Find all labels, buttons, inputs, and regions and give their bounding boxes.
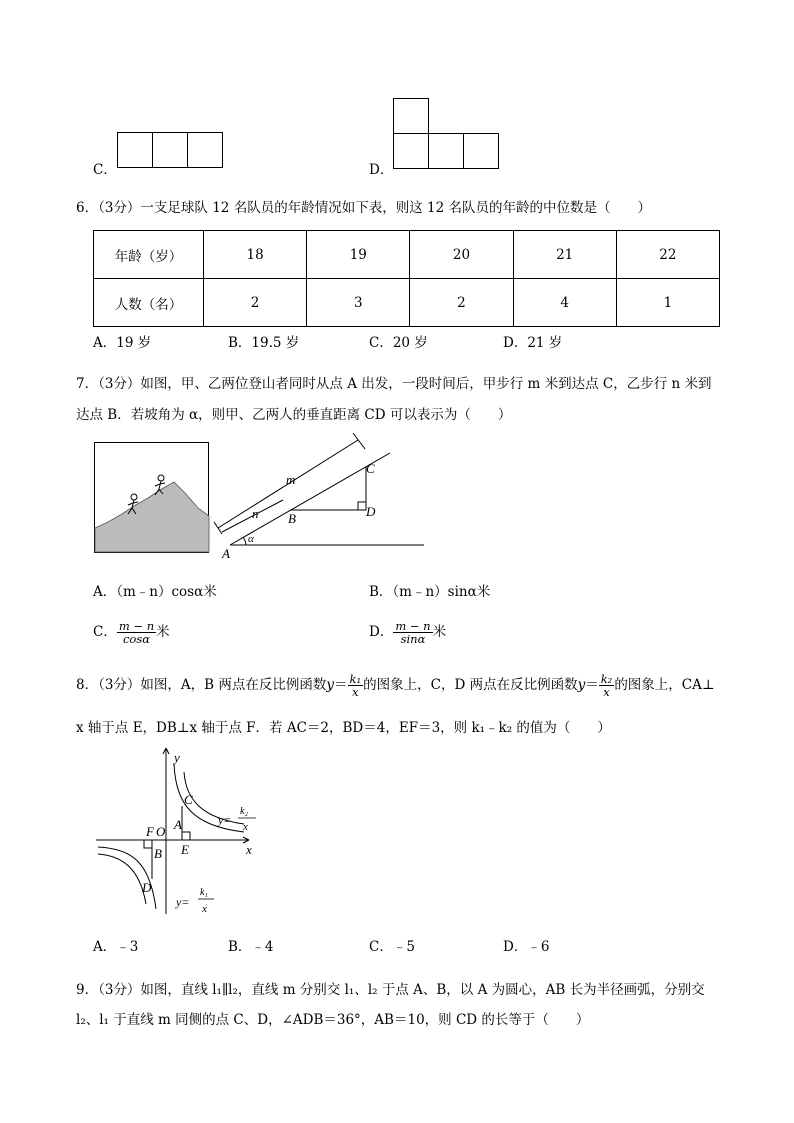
- fraction-denominator: x: [603, 685, 610, 699]
- q7-option-d: [369, 620, 446, 645]
- graph-label-x-den: x: [243, 821, 248, 833]
- q7-label-b: B: [288, 511, 296, 526]
- graph-label-a: A: [174, 817, 182, 832]
- fraction-denominator: cosα: [122, 632, 150, 646]
- q7-label-a: A: [222, 546, 230, 561]
- q7-option-d-fraction: [393, 620, 432, 645]
- q7-option-d-prefix: D．: [369, 624, 394, 640]
- q8-stem-part1: 8．（3分）如图，A，B 两点在反比例函数: [76, 677, 327, 693]
- q8-option-b: B．﹣4: [228, 939, 274, 955]
- fraction-numerator: k₁: [349, 672, 362, 686]
- q7-label-m: m: [286, 472, 296, 487]
- graph-label-k2: k₂: [240, 806, 248, 817]
- graph-label-f: F: [146, 824, 154, 839]
- graph-label-d: D: [142, 880, 152, 895]
- table-cell: 20: [410, 231, 513, 279]
- q7-option-c-suffix: 米: [156, 624, 170, 640]
- fraction-numerator: k₂: [600, 672, 613, 686]
- q5-option-c-label: C．: [93, 162, 117, 178]
- fraction-numerator: m − n: [118, 619, 155, 633]
- table-cell: 22: [616, 231, 719, 279]
- q8-hyperbola-graph: [94, 744, 264, 919]
- table-cell: 19: [307, 231, 410, 279]
- q7-option-a: A．（m﹣n）cosα米: [93, 584, 217, 600]
- table-header-count: 人数（名）: [94, 279, 204, 327]
- q8-stem-line1: 8．（3分）如图，A，B 两点在反比例函数y＝ $\frac{\text{k₁}}{x}$ 的图象上，C，D 两点在反比例函数y＝ $\frac{\text{k₂}}{x}$ 的图象上，CA⊥: [76, 672, 715, 699]
- graph-label-y-eq-k1: y=: [176, 895, 190, 909]
- table-cell: 1: [616, 279, 719, 327]
- q8-option-a: A．﹣3: [93, 939, 139, 955]
- table-row: [94, 231, 720, 279]
- graph-label-e: E: [181, 842, 189, 857]
- table-row: [94, 279, 720, 327]
- table-cell: 21: [513, 231, 616, 279]
- q7-option-b: B．（m﹣n）sinα米: [369, 584, 491, 600]
- graph-label-y-eq-k2: y=: [218, 813, 232, 827]
- q8-option-d: D．﹣6: [503, 939, 550, 955]
- q6-option-d: D．21 岁: [503, 335, 563, 351]
- graph-label-o: O: [156, 824, 166, 839]
- graph-label-x: x: [246, 842, 252, 857]
- q7-option-c: [93, 620, 170, 645]
- q8-stem-part3: 的图象上，CA⊥: [614, 677, 715, 693]
- q5-option-c-figure: [117, 132, 225, 170]
- table-cell: 3: [307, 279, 410, 327]
- table-cell: 18: [204, 231, 307, 279]
- fraction-numerator: m − n: [395, 619, 431, 633]
- fraction-denominator: sinα: [400, 632, 426, 646]
- table-cell: 2: [204, 279, 307, 327]
- q6-option-c: C．20 岁: [369, 335, 428, 351]
- graph-label-c: C: [184, 792, 193, 807]
- q7-stem-line1: 7．（3分）如图，甲、乙两位登山者同时从点 A 出发，一段时间后，甲步行 m 米到达点 C，乙步行 n 米到: [76, 376, 712, 392]
- q6-option-b: B．19.5 岁: [228, 335, 300, 351]
- q7-label-c: C: [366, 461, 375, 476]
- q7-label-alpha: α: [248, 533, 254, 545]
- q9-stem-line2: l₂、l₁ 于直线 m 同侧的点 C、D，∠ADB＝36°，AB＝10，则 CD 的长等于（ ）: [76, 1012, 590, 1028]
- q5-option-d-label: D．: [369, 162, 394, 178]
- q8-stem-line2: x 轴于点 E，DB⊥x 轴于点 F．若 AC＝2，BD＝4，EF＝3，则 k₁﹣k₂ 的值为（ ）: [76, 720, 611, 736]
- graph-label-y: y: [174, 750, 180, 765]
- table-cell: 4: [513, 279, 616, 327]
- graph-label-k1: k₁: [200, 887, 208, 898]
- q8-stem-part2: 的图象上，C，D 两点在反比例函数: [363, 677, 578, 693]
- q7-climber-picture: [94, 442, 210, 554]
- q6-age-table: [93, 230, 720, 327]
- q7-option-c-fraction: [117, 620, 156, 645]
- table-cell: 2: [410, 279, 513, 327]
- q7-slope-diagram: [208, 418, 428, 563]
- q7-stem-line2: 达点 B．若坡角为 α，则甲、乙两人的垂直距离 CD 可以表示为（ ）: [76, 407, 512, 423]
- q7-label-n: n: [252, 506, 259, 521]
- q7-option-d-suffix: 米: [432, 624, 447, 640]
- q5-option-d-figure: [393, 98, 503, 172]
- q7-label-d: D: [366, 504, 376, 519]
- q6-option-a: A．19 岁: [93, 335, 152, 351]
- fraction-denominator: x: [352, 685, 359, 699]
- q9-stem-line1: 9．（3分）如图，直线 l₁∥l₂，直线 m 分别交 l₁、l₂ 于点 A、B，以 A 为圆心，AB 长为半径画弧，分别交: [76, 982, 705, 998]
- q7-option-c-prefix: C．: [93, 624, 117, 640]
- q8-option-c: C．﹣5: [369, 939, 415, 955]
- q6-stem: 6．（3分）一支足球队 12 名队员的年龄情况如下表，则这 12 名队员的年龄的中位数是（ ）: [76, 200, 651, 216]
- graph-label-b: B: [154, 846, 162, 861]
- graph-label-x-den: x: [202, 903, 207, 915]
- table-header-age: 年龄（岁）: [94, 231, 204, 279]
